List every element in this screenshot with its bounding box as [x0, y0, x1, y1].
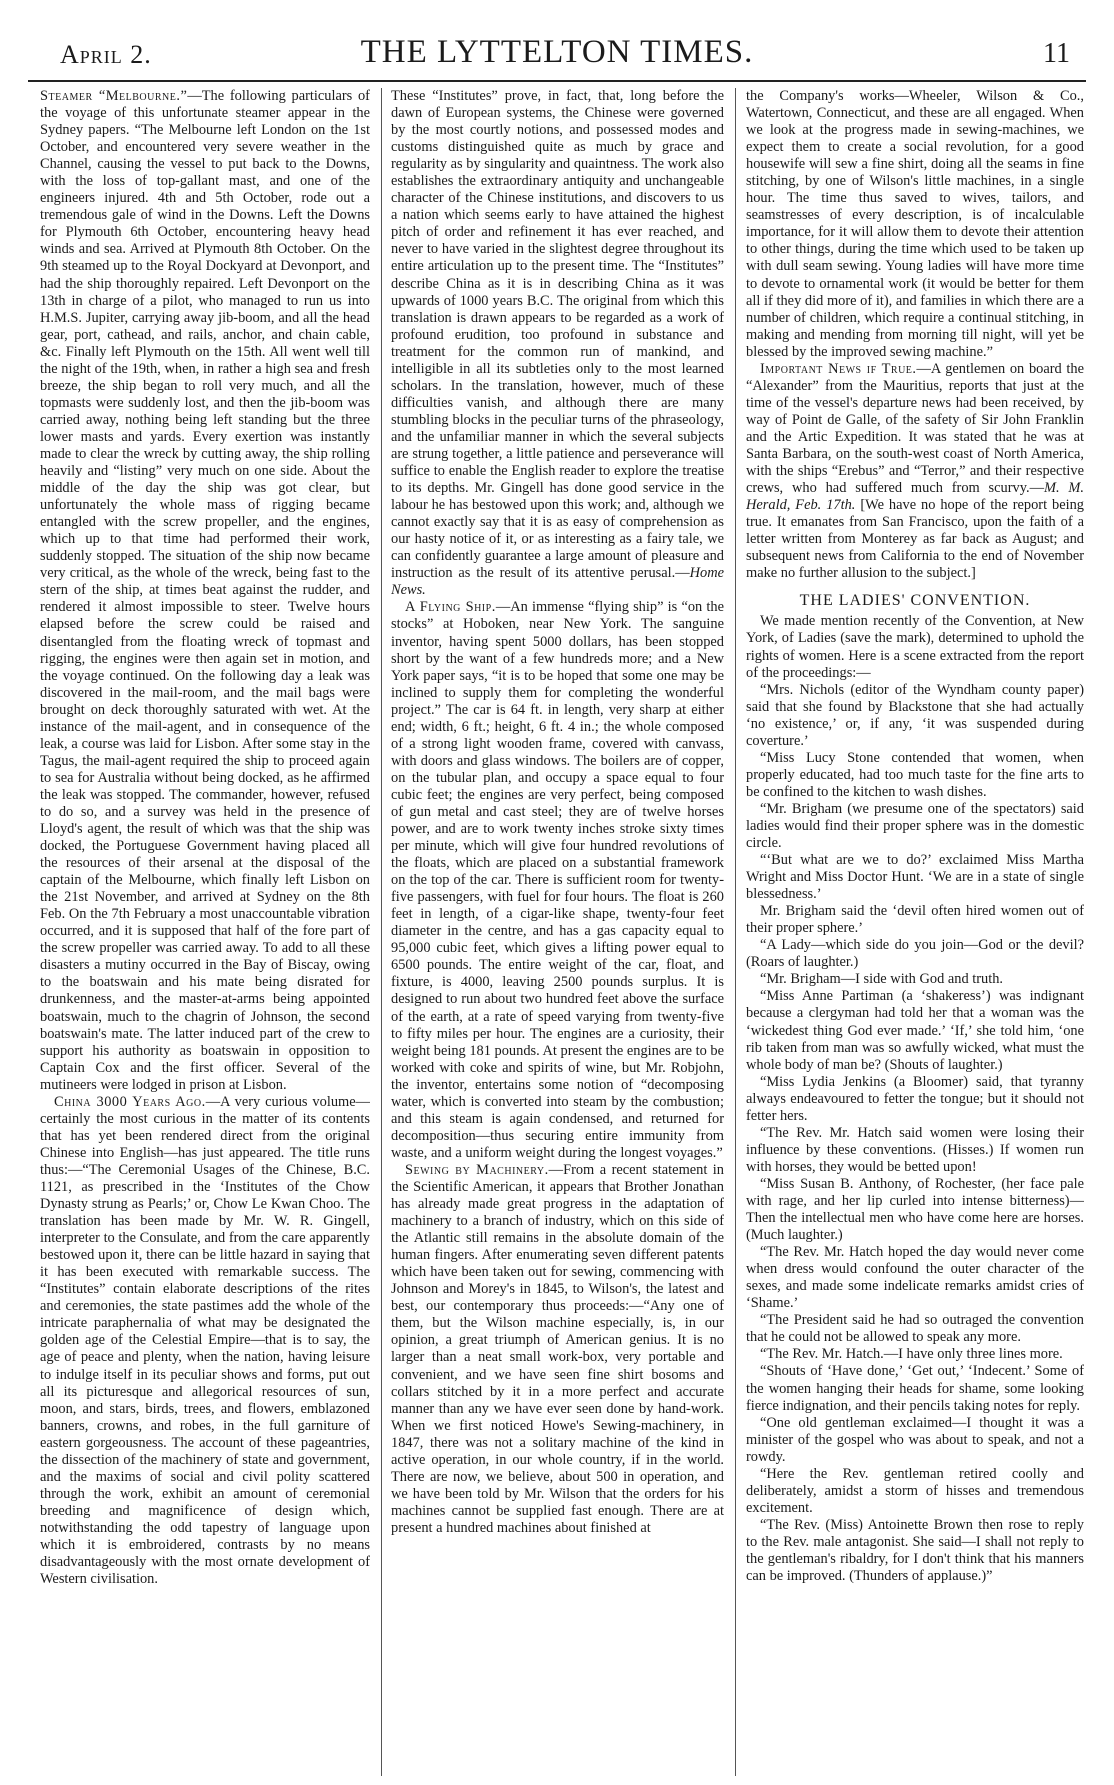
- header-rule: [28, 80, 1086, 85]
- article-sewing-continued: [746, 88, 1084, 361]
- convention-paragraph: “‘But what are we to do?’ exclaimed Miss Martha Wright and Miss Doctor Hunt. ‘We are in a state of single blessedness.’: [746, 852, 1084, 903]
- article-china-continued: [391, 88, 724, 599]
- article-body: These “Institutes” prove, in fact, that, long before the dawn of European systems, the Chinese were governed by the most courtly notions, and possessed modes and customs distinguished quite as much by grace and regularity as by singularity and quaintness. The work also establishes the extraordinary antiquity and unchangeable character of the Chinese institutions, and discovers to us a nation which seems early to have attained the highest pitch of order and refinement it has ever reached, and never to have varied in the slightest degree throughout its entire articulation up to the present time. The “Institutes” describe China as it is in describing China as it was upwards of 1000 years B.C. The original from which this translation is drawn appears to be regarded as a work of profound erudition, too profound in substance and treatment for the common run of mankind, and intelligible in all its subtleties only to the most learned scholars. In the translation, however, much of these difficulties vanish, and although there are many stumbling blocks in the peculiar turns of the phraseology, and the unfamiliar manner in which the several subjects are strung together, a little patience and perseverance will suffice to enable the English reader to explore the treatise to its depths. Mr. Gingell has done good service in the labour he has bestowed upon this work; and, although we cannot exactly say that it is as easy of comprehension as our hasty notice of it, or as interesting as a fairy tale, we can confidently guarantee a large amount of pleasure and instruction as the result of its attentive perusal.—: [391, 88, 724, 582]
- convention-paragraph: Mr. Brigham said the ‘devil often hired women out of their proper sphere.’: [746, 903, 1084, 937]
- article-heading: A Flying Ship.: [405, 599, 496, 616]
- article-body: —A gentlemen on board the “Alexander” from the Mauritius, reports that just at the time of the vessel's departure news had been received, by way of Point de Galle, of the safety of Sir John Franklin and the Artic Expedition. It was stated that he was at Santa Barbara, on the south-west coast of North America, with the ships “Erebus” and “Terror,” and their respective crews, who had suffered much from scurvy.—: [746, 360, 1084, 497]
- convention-paragraph: “Miss Anne Partiman (a ‘shakeress’) was indignant because a clergyman had told her that a woman was the ‘wickedest thing God ever made.’ ‘If,’ she told him, ‘one rib taken from man was so awfully wicked, what must the whole body of man be? (Shouts of laughter.): [746, 988, 1084, 1073]
- article-heading: China 3000 Years Ago.: [54, 1093, 206, 1110]
- column-divider: [381, 88, 382, 1776]
- convention-paragraph: “The Rev. Mr. Hatch said women were losing their influence by these conventions. (Hisses.) If women run with horses, they would be betted upon!: [746, 1124, 1084, 1175]
- article-body: the Company's works—Wheeler, Wilson & Co., Watertown, Connecticut, and these are all engaged. When we look at the progress made in sewing-machines, we expect them to create a social revolution, for a good housewife will sew a fine shirt, doing all the seams in fine stitching, by one of Wilson's little machines, in a single hour. The time thus saved to wives, tailors, and seamstresses of every description, is of incalculable importance, for it will allow them to devote their attention to other things, during the time which used to be taken up with dull seam sewing. Young ladies will have more time to devote to ornamental work (it would be better for them all if they did more of it), and families in which there are a number of children, which require a continual stitching, in making and mending from morning till night, will yet be blessed by the improved sewing machine.”: [746, 88, 1084, 360]
- article-flying-ship: [391, 599, 724, 1162]
- page-number: 11: [1043, 38, 1070, 69]
- newspaper-title: THE LYTTELTON TIMES.: [360, 34, 754, 70]
- convention-paragraph: “Mrs. Nichols (editor of the Wyndham county paper) said that she found by Blackstone that she had actually ‘no existence,’ or, if any, ‘it was suspended during coverture.’: [746, 681, 1084, 749]
- editor-note: [We have no hope of the report being true. It emanates from San Francisco, upon the faith of a letter written from Monterey as far back as August; and subsequent news from California to the end of November make no further allusion to the subject.]: [746, 497, 1084, 582]
- article-heading: Important News if True.: [760, 360, 917, 377]
- convention-intro: We made mention recently of the Convention, at New York, of Ladies (save the mark), determined to uphold the rights of women. Here is a scene extracted from the report of the proceedings:—: [746, 613, 1084, 681]
- convention-paragraph: “Here the Rev. gentleman retired coolly and deliberately, amidst a storm of hisses and tremendous excitement.: [746, 1465, 1084, 1516]
- column-divider: [735, 88, 736, 1776]
- article-melbourne: [40, 88, 370, 1094]
- article-source: M. M. Herald, Feb. 17th.: [746, 480, 1084, 514]
- article-china: [40, 1094, 370, 1588]
- article-heading: Sewing by Machinery.: [405, 1161, 549, 1178]
- convention-paragraph: “Miss Lucy Stone contended that women, when properly educated, had too much taste for the fine arts to be confined to the kitchen to wash dishes.: [746, 749, 1084, 800]
- convention-paragraph: “Miss Susan B. Anthony, of Rochester, (her face pale with rage, and her lip curled into intense bitterness)—Then the intellectual men who have come here are horses. (Much laughter.): [746, 1175, 1084, 1244]
- article-heading: Steamer “Melbourne.”: [40, 88, 188, 104]
- convention-paragraph: “The Rev. Mr. Hatch hoped the day would never come when dress would confound the outer character of the sexes, and made some indelicate remarks amidst cries of ‘Shame.’: [746, 1244, 1084, 1312]
- page-header: [28, 34, 1086, 78]
- convention-paragraph: “Mr. Brigham—I side with God and truth.: [760, 971, 1004, 988]
- section-title: THE LADIES' CONVENTION.: [799, 592, 1031, 610]
- column-1: [40, 88, 370, 1778]
- convention-paragraph: “Miss Lydia Jenkins (a Bloomer) said, that tyranny always endeavoured to fetter the tongue; but it should not fetter hers.: [746, 1073, 1084, 1124]
- article-important-news: [746, 361, 1084, 583]
- article-source: Home News.: [391, 565, 724, 599]
- article-sewing-machinery: [391, 1162, 724, 1537]
- convention-paragraph: “Mr. Brigham (we presume one of the spectators) said ladies would find their proper sphere was in the domestic circle.: [746, 800, 1084, 852]
- convention-paragraph: “A Lady—which side do you join—God or the devil? (Roars of laughter.): [746, 937, 1084, 971]
- convention-paragraph: “Shouts of ‘Have done,’ ‘Get out,’ ‘Indecent.’ Some of the women hanging their heads for shame, some looking fierce indignation, and their pencils taking notes for reply.: [746, 1363, 1084, 1414]
- article-body: —From a recent statement in the Scientific American, it appears that Brother Jonathan has already made great progress in the adaptation of machinery to a branch of industry, which on this side of the Atlantic still remains in the absolute domain of the human fingers. After enumerating seven different patents which have been taken out for sewing, commencing with Johnson and Morey's in 1845, to Wilson's, the latest and best, our contemporary thus proceeds:—“Any one of them, but the Wilson machine especially, is, in our opinion, a great triumph of American genius. It is no larger than a neat small work-box, very portable and convenient, and we have seen fine shirt bosoms and collars stitched by it in a more perfect and accurate manner than any we have ever seen done by hand-work. When we first noticed Howe's Sewing-machinery, in 1847, there was not a solitary machine of the kind in active operation, in our whole country, if in the world. There are now, we believe, about 500 in operation, and we have been told by Mr. Wilson that the orders for his machines cannot be supplied fast enough. There are at present a hundred machines about finished at: [391, 1161, 724, 1536]
- convention-paragraph: “The Rev. (Miss) Antoinette Brown then rose to reply to the Rev. male antagonist. She said—I shall not reply to the gentleman's ribaldry, for I don't think that his manners can be improved. (Thunders of applause.)”: [746, 1516, 1084, 1585]
- issue-date: April 2.: [60, 40, 152, 69]
- convention-paragraph: “The Rev. Mr. Hatch.—I have only three lines more.: [760, 1346, 1063, 1363]
- column-3: [746, 88, 1084, 1778]
- convention-paragraph: “One old gentleman exclaimed—I thought it was a minister of the gospel who was about to speak, and not a rowdy.: [746, 1414, 1084, 1465]
- article-body: —A very curious volume—certainly the most curious in the matter of its contents that has yet been rendered direct from the original Chinese into English—has just appeared. The title runs thus:—“The Ceremonial Usages of the Chinese, B.C. 1121, as prescribed in the ‘Institutes of the Chow Dynasty strung as Pearls;’ or, Chow Le Kwan Choo. The translation has been made by Mr. W. R. Gingell, interpreter to the Consulate, and from the care apparently bestowed upon it, there can be little hazard in saying that it has been executed with remarkable success. The “Institutes” contain elaborate descriptions of the rites and ceremonies, the state pastimes add the whole of the intricate paraphernalia of what may be designated the golden age of the Celestial Empire—that is to say, the age of peace and plenty, when the nation, having leisure to indulge itself in its peculiar shows and forms, put out all its picturesque and allegorical resources of sun, moon, and stars, birds, trees, and flowers, emblazoned banners, crowns, and robes, in the full garniture of eastern gorgeousness. The account of these pageantries, the dissection of the machinery of state and government, and the maxims of social and civil polity scattered through the work, exhibit an amount of ceremonial breeding and magnificence of design which, notwithstanding the odd tapestry of language upon which it is embroidered, contrasts by no means disadvantageously with the most ornate development of Western civilisation.: [40, 1093, 370, 1588]
- article-body: —The following particulars of the voyage of this unfortunate steamer appear in the Sydney papers. “The Melbourne left London on the 1st October, and encountered very severe weather in the Channel, causing the vessel to put back to the Downs, with the loss of top-gallant mast, and one of the engineers injured. 4th and 5th October, rode out a tremendous gale of wind in the Downs. Left the Downs for Plymouth 6th October, encountering heavy head winds and sea. Arrived at Plymouth 8th October. On the 9th steamed up to the Royal Dockyard at Devonport, and had the ship thoroughly repaired. Left Devonport on the 13th in charge of a pilot, who managed to run us into H.M.S. Jupiter, carrying away jib-boom, and all the head gear, port, cathead, and rails, anchor, and chain cable, &c. Finally left Plymouth on the 15th. All went well till the night of the 19th, when, in rather a high sea and fresh breeze, the ship began to roll very much, and all the topmasts were suddenly lost, and then the jib-boom was carried away, nothing being left standing but the three lower masts and yards. Every exertion was instantly made to clear the wreck by cutting away, the ship rolling heavily and “listing” very much on one side. About the middle of the day the ship was got clear, but unfortunately the whole mass of rigging became entangled with the screw propeller, and the engines, which up to that time had performed their work, suddenly stopped. The situation of the ship now became very critical, as the whole of the wreck, being fast to the stern of the ship, at times beat against the rudder, and rendered it almost impossible to steer. Twelve hours elapsed before the screw could be raised and disentangled from the floating wreck of topmast and rigging, the engines were then again set in motion, and the voyage continued. On the following day a leak was discovered in the mail-room, and the mail bags were brought on deck thoroughly saturated with wet. At the instance of the mail-agent, and in consequence of the leak, a course was laid for Lisbon. After some stay in the Tagus, the mail-agent required the ship to proceed again to sea for Australia without being docked, as he affirmed the leak was stopped. The commander, however, refused to do so, and a survey was held in the presence of Lloyd's agent, the result of which was that the ship was docked, the Portuguese Government having placed all the resources of their arsenal at the disposal of the captain of the Melbourne, which finally left Lisbon on the 21st November, and arrived at Sydney on the 8th Feb. On the 7th February a most unaccountable vibration occurred, and it is supposed that half of the fore part of the screw propeller was carried away. To add to all these disasters a mutiny occurred in the Bay of Biscay, owing to the boatswain and his mate being disrated for drunkenness, and the master-at-arms being appointed boatswain, much to the chagrin of Johnson, the second boatswain's mate. The latter induced part of the crew to support his authority as boatswain in opposition to Captain Cox and the first officer. Several of the mutineers were lodged in prison at Lisbon.: [40, 88, 370, 1093]
- article-body: —An immense “flying ship” is “on the stocks” at Hoboken, near New York. The sanguine inventor, having spent 5000 dollars, has been stopped short by the want of a few hundreds more; and a New York paper says, “it is to be hoped that some one may be inclined to supply them for completing the wonderful project.” The car is 64 ft. in length, very sharp at either end; width, 6 ft.; height, 6 ft. 4 in.; the whole composed of a strong light wooden frame, covered with canvass, with doors and glass windows. The boilers are of copper, on the tubular plan, and occupy a space equal to four cubic feet; the engines are very perfect, being composed of gun metal and cast steel; they are of twelve horses power, and are to work twenty inches stroke sixty times per minute, which will give four hundred revolutions of the floats, which are placed on a substantial framework on the top of the car. There is sufficient room for twenty-five passengers, with fuel for four hours. The float is 260 feet in length, of a cigar-like shape, twenty-four feet diameter in the centre, and has a gas capacity equal to 95,000 cubic feet, which gives a lifting power equal to 6500 pounds. The entire weight of the car, float, and fixture, is 4000, leaving 2500 pounds surplus. It is designed to run about two hundred feet above the surface of the earth, at a rate of speed varying from twenty-five to fifty miles per hour. The engines are a curiosity, their weight being 181 pounds. At present the engines are to be worked with coke and spirits of wine, but Mr. Robjohn, the inventor, entertains some notion of “decomposing water, which is converted into steam by the combustion; and this steam is again condensed, and returned for decomposition—thus securing entire immunity from waste, and a uniform weight during the longest voyages.”: [391, 599, 724, 1161]
- convention-paragraph: “The President said he had so outraged the convention that he could not be allowed to speak any more.: [746, 1312, 1084, 1346]
- column-2: [391, 88, 724, 1778]
